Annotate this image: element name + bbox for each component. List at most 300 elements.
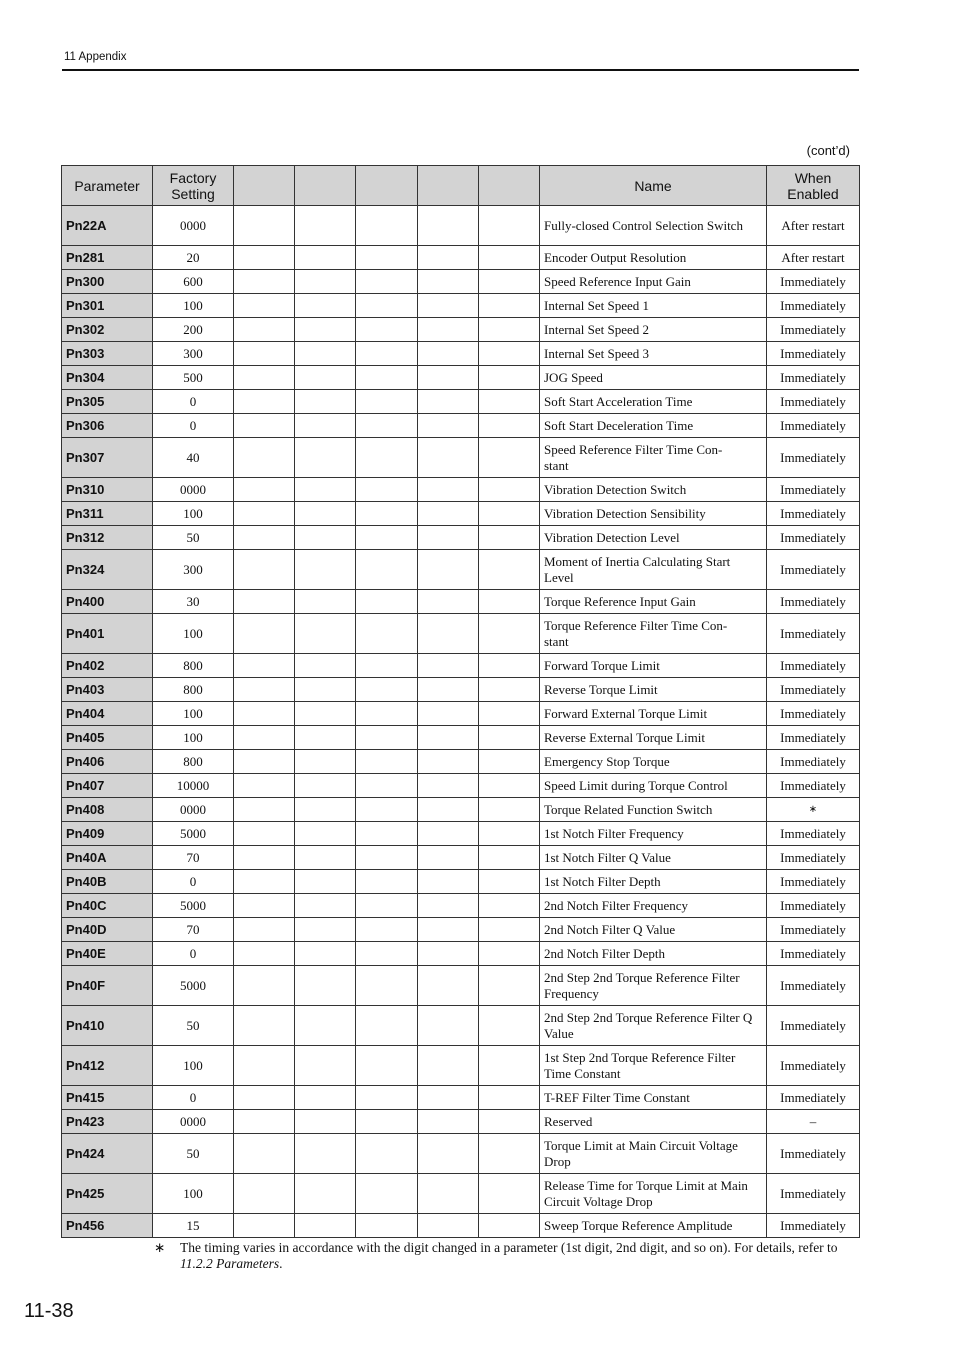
blank-cell [356, 390, 418, 414]
factory-setting-cell: 0000 [153, 798, 234, 822]
factory-setting-cell: 0000 [153, 478, 234, 502]
blank-cell [479, 1214, 540, 1238]
blank-cell [418, 294, 479, 318]
name-cell: Internal Set Speed 1 [540, 294, 767, 318]
blank-cell [479, 1006, 540, 1046]
factory-setting-cell: 100 [153, 614, 234, 654]
col-header-factory-setting: Factory Setting [153, 166, 234, 206]
factory-setting-cell: 5000 [153, 894, 234, 918]
blank-cell [234, 918, 295, 942]
when-enabled-cell: Immediately [767, 366, 860, 390]
blank-cell [234, 502, 295, 526]
blank-cell [418, 726, 479, 750]
when-enabled-cell: Immediately [767, 438, 860, 478]
blank-cell [479, 614, 540, 654]
parameter-cell: Pn307 [62, 438, 153, 478]
when-enabled-cell: After restart [767, 206, 860, 246]
blank-cell [234, 478, 295, 502]
blank-cell [295, 246, 356, 270]
col-header-blank [295, 166, 356, 206]
blank-cell [479, 822, 540, 846]
table-row [62, 1174, 860, 1214]
blank-cell [479, 918, 540, 942]
name-cell: 2nd Notch Filter Q Value [540, 918, 767, 942]
table-header-row [62, 166, 860, 206]
table-row [62, 1214, 860, 1238]
table-row [62, 774, 860, 798]
blank-cell [295, 870, 356, 894]
table-row [62, 342, 860, 366]
table-row [62, 942, 860, 966]
blank-cell [418, 526, 479, 550]
blank-cell [479, 774, 540, 798]
when-enabled-cell: Immediately [767, 478, 860, 502]
blank-cell [295, 726, 356, 750]
parameter-cell: Pn304 [62, 366, 153, 390]
name-cell: 1st Step 2nd Torque Reference Filter Time Constant [540, 1046, 767, 1086]
blank-cell [418, 502, 479, 526]
blank-cell [356, 590, 418, 614]
blank-cell [234, 798, 295, 822]
factory-setting-cell: 20 [153, 246, 234, 270]
parameter-cell: Pn400 [62, 590, 153, 614]
when-enabled-cell: Immediately [767, 342, 860, 366]
blank-cell [295, 942, 356, 966]
blank-cell [418, 1214, 479, 1238]
blank-cell [295, 966, 356, 1006]
blank-cell [356, 550, 418, 590]
table-row [62, 318, 860, 342]
blank-cell [234, 846, 295, 870]
name-cell: Torque Reference Input Gain [540, 590, 767, 614]
blank-cell [234, 894, 295, 918]
parameter-cell: Pn40D [62, 918, 153, 942]
blank-cell [479, 550, 540, 590]
blank-cell [418, 822, 479, 846]
parameter-cell: Pn425 [62, 1174, 153, 1214]
blank-cell [356, 798, 418, 822]
blank-cell [234, 1046, 295, 1086]
parameter-cell: Pn415 [62, 1086, 153, 1110]
header-rule [62, 69, 859, 71]
name-cell: 2nd Step 2nd Torque Reference Filter Frequency [540, 966, 767, 1006]
name-cell: T-REF Filter Time Constant [540, 1086, 767, 1110]
when-enabled-cell: Immediately [767, 966, 860, 1006]
footnote-text-block [180, 1240, 850, 1272]
factory-setting-cell: 100 [153, 1046, 234, 1086]
name-cell: Forward External Torque Limit [540, 702, 767, 726]
blank-cell [295, 846, 356, 870]
when-enabled-cell: Immediately [767, 1214, 860, 1238]
footnote-reference-link: 11.2.2 Parameters [180, 1256, 280, 1271]
blank-cell [479, 894, 540, 918]
factory-setting-cell: 200 [153, 318, 234, 342]
blank-cell [356, 438, 418, 478]
parameter-cell: Pn40C [62, 894, 153, 918]
table-row [62, 590, 860, 614]
blank-cell [295, 414, 356, 438]
blank-cell [418, 1110, 479, 1134]
blank-cell [418, 966, 479, 1006]
blank-cell [295, 678, 356, 702]
when-enabled-cell: Immediately [767, 918, 860, 942]
table-row [62, 654, 860, 678]
blank-cell [295, 438, 356, 478]
blank-cell [295, 798, 356, 822]
blank-cell [418, 942, 479, 966]
blank-cell [356, 414, 418, 438]
parameter-cell: Pn404 [62, 702, 153, 726]
table-row [62, 478, 860, 502]
blank-cell [295, 702, 356, 726]
blank-cell [356, 678, 418, 702]
factory-setting-cell: 800 [153, 750, 234, 774]
table-row [62, 270, 860, 294]
blank-cell [295, 270, 356, 294]
when-enabled-cell: Immediately [767, 294, 860, 318]
factory-setting-cell: 300 [153, 342, 234, 366]
blank-cell [234, 1110, 295, 1134]
when-enabled-cell: Immediately [767, 1046, 860, 1086]
blank-cell [418, 1174, 479, 1214]
factory-setting-cell: 5000 [153, 822, 234, 846]
parameter-cell: Pn281 [62, 246, 153, 270]
name-cell: Reserved [540, 1110, 767, 1134]
blank-cell [234, 614, 295, 654]
parameter-cell: Pn22A [62, 206, 153, 246]
factory-setting-cell: 0 [153, 942, 234, 966]
blank-cell [234, 678, 295, 702]
blank-cell [234, 1134, 295, 1174]
blank-cell [418, 590, 479, 614]
name-cell: Reverse Torque Limit [540, 678, 767, 702]
name-cell: Speed Reference Input Gain [540, 270, 767, 294]
when-enabled-cell: Immediately [767, 870, 860, 894]
parameter-cell: Pn306 [62, 414, 153, 438]
table-row [62, 550, 860, 590]
blank-cell [479, 1134, 540, 1174]
table-row [62, 526, 860, 550]
parameter-cell: Pn300 [62, 270, 153, 294]
table-body [62, 206, 860, 1238]
blank-cell [295, 894, 356, 918]
factory-setting-cell: 500 [153, 366, 234, 390]
when-enabled-cell: Immediately [767, 654, 860, 678]
blank-cell [479, 270, 540, 294]
name-cell: Forward Torque Limit [540, 654, 767, 678]
factory-setting-cell: 0 [153, 390, 234, 414]
blank-cell [234, 590, 295, 614]
blank-cell [295, 614, 356, 654]
blank-cell [234, 654, 295, 678]
col-header-blank [356, 166, 418, 206]
parameter-cell: Pn302 [62, 318, 153, 342]
blank-cell [356, 1086, 418, 1110]
table-row [62, 894, 860, 918]
table-row [62, 1110, 860, 1134]
blank-cell [479, 206, 540, 246]
blank-cell [295, 1006, 356, 1046]
name-cell: Speed Reference Filter Time Con- stant [540, 438, 767, 478]
blank-cell [418, 798, 479, 822]
page-number: 11-38 [24, 1300, 74, 1322]
blank-cell [479, 654, 540, 678]
name-cell: 1st Notch Filter Depth [540, 870, 767, 894]
blank-cell [234, 342, 295, 366]
table-row [62, 846, 860, 870]
table-row [62, 390, 860, 414]
blank-cell [418, 846, 479, 870]
blank-cell [418, 870, 479, 894]
factory-setting-cell: 50 [153, 1134, 234, 1174]
blank-cell [234, 550, 295, 590]
blank-cell [418, 1046, 479, 1086]
col-header-blank [418, 166, 479, 206]
factory-setting-cell: 0 [153, 870, 234, 894]
blank-cell [356, 246, 418, 270]
blank-cell [295, 390, 356, 414]
table-row [62, 726, 860, 750]
blank-cell [418, 894, 479, 918]
parameter-cell: Pn407 [62, 774, 153, 798]
factory-setting-cell: 5000 [153, 966, 234, 1006]
table-row [62, 918, 860, 942]
blank-cell [418, 206, 479, 246]
factory-setting-cell: 300 [153, 550, 234, 590]
blank-cell [234, 526, 295, 550]
blank-cell [295, 342, 356, 366]
blank-cell [479, 726, 540, 750]
blank-cell [356, 614, 418, 654]
name-cell: 2nd Notch Filter Frequency [540, 894, 767, 918]
blank-cell [234, 1006, 295, 1046]
blank-cell [234, 390, 295, 414]
blank-cell [479, 1046, 540, 1086]
blank-cell [356, 1006, 418, 1046]
when-enabled-cell: Immediately [767, 1134, 860, 1174]
table-row [62, 246, 860, 270]
blank-cell [295, 590, 356, 614]
blank-cell [356, 1046, 418, 1086]
name-cell: 2nd Step 2nd Torque Reference Filter Q Value [540, 1006, 767, 1046]
blank-cell [418, 1134, 479, 1174]
parameter-cell: Pn40E [62, 942, 153, 966]
blank-cell [356, 1214, 418, 1238]
when-enabled-cell: Immediately [767, 750, 860, 774]
col-header-blank [479, 166, 540, 206]
parameter-cell: Pn408 [62, 798, 153, 822]
blank-cell [479, 942, 540, 966]
name-cell: Encoder Output Resolution [540, 246, 767, 270]
table-row [62, 366, 860, 390]
footnote-mark: ∗ [154, 1240, 166, 1255]
blank-cell [479, 1174, 540, 1214]
when-enabled-cell: Immediately [767, 270, 860, 294]
blank-cell [479, 1086, 540, 1110]
parameter-cell: Pn403 [62, 678, 153, 702]
blank-cell [356, 942, 418, 966]
table-row [62, 966, 860, 1006]
blank-cell [418, 550, 479, 590]
name-cell: Internal Set Speed 3 [540, 342, 767, 366]
parameter-cell: Pn301 [62, 294, 153, 318]
table-row [62, 750, 860, 774]
blank-cell [234, 702, 295, 726]
when-enabled-cell: Immediately [767, 822, 860, 846]
when-enabled-cell: Immediately [767, 390, 860, 414]
when-enabled-cell: – [767, 1110, 860, 1134]
when-enabled-cell: Immediately [767, 526, 860, 550]
blank-cell [479, 678, 540, 702]
factory-setting-cell: 100 [153, 702, 234, 726]
blank-cell [479, 846, 540, 870]
blank-cell [356, 206, 418, 246]
table-row [62, 798, 860, 822]
parameter-cell: Pn40F [62, 966, 153, 1006]
when-enabled-cell: Immediately [767, 318, 860, 342]
name-cell: Release Time for Torque Limit at Main Circuit Voltage Drop [540, 1174, 767, 1214]
factory-setting-cell: 100 [153, 294, 234, 318]
col-header-name: Name [540, 166, 767, 206]
table-row [62, 822, 860, 846]
blank-cell [479, 294, 540, 318]
blank-cell [234, 1214, 295, 1238]
blank-cell [479, 246, 540, 270]
blank-cell [418, 270, 479, 294]
blank-cell [295, 1134, 356, 1174]
blank-cell [234, 414, 295, 438]
blank-cell [234, 246, 295, 270]
blank-cell [356, 478, 418, 502]
blank-cell [356, 342, 418, 366]
parameter-cell: Pn424 [62, 1134, 153, 1174]
parameter-cell: Pn324 [62, 550, 153, 590]
factory-setting-cell: 100 [153, 726, 234, 750]
name-cell: Moment of Inertia Calculating Start Level [540, 550, 767, 590]
blank-cell [234, 318, 295, 342]
parameter-cell: Pn410 [62, 1006, 153, 1046]
blank-cell [356, 894, 418, 918]
table-row [62, 1046, 860, 1086]
blank-cell [234, 438, 295, 478]
name-cell: Torque Related Function Switch [540, 798, 767, 822]
col-header-parameter: Parameter [62, 166, 153, 206]
table-row [62, 1086, 860, 1110]
name-cell: Internal Set Speed 2 [540, 318, 767, 342]
parameter-cell: Pn401 [62, 614, 153, 654]
blank-cell [295, 1110, 356, 1134]
blank-cell [356, 1110, 418, 1134]
blank-cell [479, 478, 540, 502]
blank-cell [418, 366, 479, 390]
blank-cell [295, 774, 356, 798]
name-cell: Sweep Torque Reference Amplitude [540, 1214, 767, 1238]
factory-setting-cell: 100 [153, 1174, 234, 1214]
name-cell: JOG Speed [540, 366, 767, 390]
blank-cell [418, 1006, 479, 1046]
blank-cell [356, 750, 418, 774]
factory-setting-cell: 0 [153, 1086, 234, 1110]
when-enabled-cell: Immediately [767, 726, 860, 750]
blank-cell [356, 726, 418, 750]
blank-cell [234, 1086, 295, 1110]
factory-setting-cell: 0000 [153, 206, 234, 246]
factory-setting-cell: 40 [153, 438, 234, 478]
table-row [62, 870, 860, 894]
blank-cell [356, 318, 418, 342]
blank-cell [479, 342, 540, 366]
factory-setting-cell: 800 [153, 678, 234, 702]
blank-cell [234, 942, 295, 966]
name-cell: Vibration Detection Switch [540, 478, 767, 502]
when-enabled-cell: Immediately [767, 614, 860, 654]
blank-cell [418, 918, 479, 942]
blank-cell [479, 750, 540, 774]
blank-cell [479, 526, 540, 550]
blank-cell [234, 366, 295, 390]
name-cell: 2nd Notch Filter Depth [540, 942, 767, 966]
blank-cell [479, 1110, 540, 1134]
blank-cell [479, 590, 540, 614]
blank-cell [356, 654, 418, 678]
blank-cell [418, 654, 479, 678]
table-row [62, 1134, 860, 1174]
blank-cell [479, 438, 540, 478]
blank-cell [479, 366, 540, 390]
blank-cell [356, 918, 418, 942]
when-enabled-cell: Immediately [767, 678, 860, 702]
parameter-cell: Pn402 [62, 654, 153, 678]
parameter-table [61, 165, 860, 1238]
blank-cell [356, 1174, 418, 1214]
factory-setting-cell: 15 [153, 1214, 234, 1238]
name-cell: 1st Notch Filter Frequency [540, 822, 767, 846]
blank-cell [295, 918, 356, 942]
table-row [62, 206, 860, 246]
name-cell: Soft Start Deceleration Time [540, 414, 767, 438]
name-cell: Torque Reference Filter Time Con- stant [540, 614, 767, 654]
parameter-cell: Pn456 [62, 1214, 153, 1238]
blank-cell [295, 1086, 356, 1110]
parameter-cell: Pn423 [62, 1110, 153, 1134]
blank-cell [418, 438, 479, 478]
factory-setting-cell: 70 [153, 846, 234, 870]
factory-setting-cell: 0000 [153, 1110, 234, 1134]
when-enabled-cell: Immediately [767, 1086, 860, 1110]
blank-cell [418, 1086, 479, 1110]
footnote-end: . [279, 1256, 283, 1271]
blank-cell [234, 270, 295, 294]
blank-cell [295, 294, 356, 318]
blank-cell [356, 366, 418, 390]
continued-label: (cont’d) [806, 143, 850, 158]
col-header-when-enabled: When Enabled [767, 166, 860, 206]
factory-setting-cell: 600 [153, 270, 234, 294]
factory-setting-cell: 800 [153, 654, 234, 678]
blank-cell [234, 870, 295, 894]
blank-cell [234, 774, 295, 798]
parameter-cell: Pn40B [62, 870, 153, 894]
blank-cell [356, 502, 418, 526]
factory-setting-cell: 70 [153, 918, 234, 942]
blank-cell [295, 1046, 356, 1086]
factory-setting-cell: 0 [153, 414, 234, 438]
blank-cell [356, 966, 418, 1006]
blank-cell [479, 414, 540, 438]
when-enabled-cell: Immediately [767, 1006, 860, 1046]
blank-cell [295, 654, 356, 678]
blank-cell [479, 870, 540, 894]
